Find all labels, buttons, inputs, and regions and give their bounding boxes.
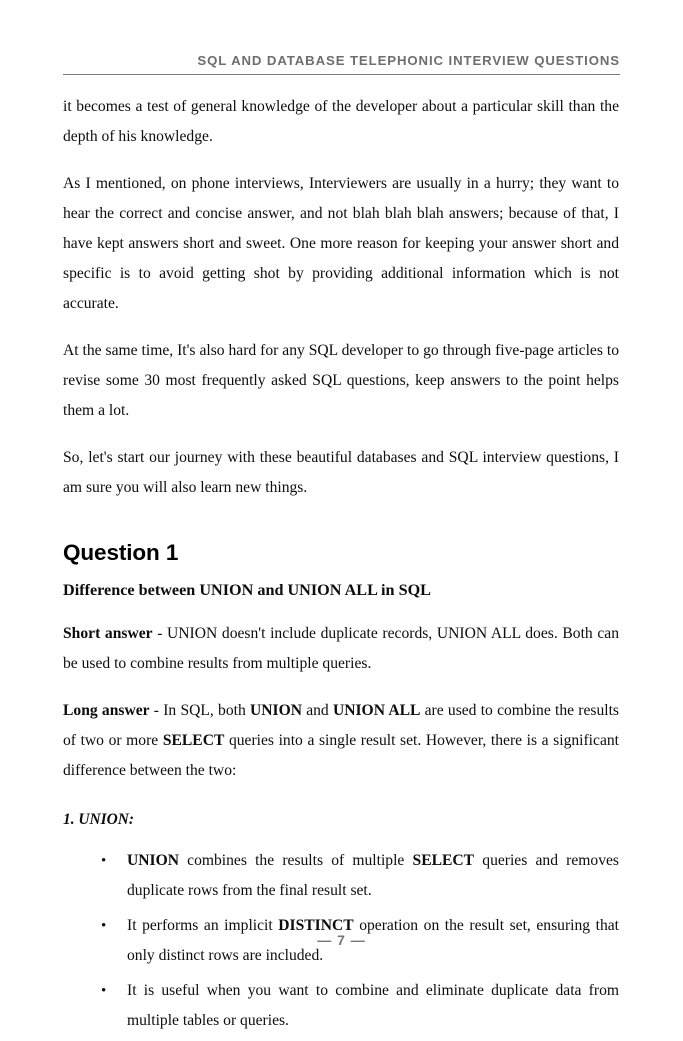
short-answer-label: Short answer [63, 625, 153, 642]
page-footer [0, 932, 683, 950]
long-answer-part-2: and [301, 702, 333, 719]
bullet-text-part-1: It performs an implicit [127, 917, 279, 934]
bullet-text-part-1: It is useful when you want to combine and eliminate duplicate data from multiple tables or queries. [127, 982, 619, 1029]
bullet-lead-keyword: UNION [127, 852, 179, 869]
bullet-icon: • [101, 918, 107, 934]
running-header-title: SQL AND DATABASE TELEPHONIC INTERVIEW QUESTIONS [197, 53, 620, 68]
header-divider-rule [63, 74, 620, 75]
bullet-text-part-2: queries and removes duplicate rows from the final result set. [127, 852, 619, 899]
bullet-text-part-1: combines the results of multiple [178, 852, 413, 869]
keyword-union-all: UNION ALL [332, 702, 421, 719]
keyword-select: SELECT [162, 732, 225, 749]
long-answer-part-3: are used to combine the results of two or more [63, 702, 619, 749]
bullet-icon: • [101, 853, 107, 869]
long-answer-part-1: In SQL, both [163, 702, 250, 719]
question-heading: Question 1 [63, 540, 179, 565]
running-header [63, 52, 620, 75]
bullet-text-part-2: operation on the result set, ensuring that only distinct rows are included. [127, 917, 619, 964]
short-answer-paragraph [63, 603, 619, 679]
page-number: — 7 — [317, 932, 366, 948]
bullet-keyword: DISTINCT [278, 917, 354, 934]
question-subtitle: Difference between UNION and UNION ALL in SQL [63, 581, 431, 599]
short-answer-text: UNION doesn't include duplicate records, UNION ALL does. Both can be used to combine results from multiple queries. [63, 625, 619, 672]
long-answer-part-4: queries into a single result set. However, there is a significant difference between the two: [63, 732, 619, 779]
long-answer-paragraph [63, 696, 619, 786]
section-title-union: 1. UNION: [63, 811, 134, 828]
bullet-keyword: SELECT [412, 852, 475, 869]
bullet-icon: • [101, 983, 107, 999]
list-item [63, 846, 619, 906]
long-answer-label: Long answer [63, 702, 150, 719]
paragraph-interview-hurry: As I mentioned, on phone interviews, Interviewers are usually in a hurry; they want to hear the correct and concise answer, and not blah blah blah answers; because of that, I have kept answers short and sweet. One more reason for keeping your answer short and specific is to avoid getting shot by providing additional information which is not accurate. [63, 175, 619, 312]
paragraph-start-journey: So, let's start our journey with these beautiful databases and SQL interview questions, I am sure you will also learn new things. [63, 449, 619, 496]
list-item [63, 976, 619, 1036]
paragraph-continuation: it becomes a test of general knowledge of the developer about a particular skill than the depth of his knowledge. [63, 98, 619, 145]
paragraph-five-page-articles: At the same time, It's also hard for any SQL developer to go through five-page articles to revise some 30 most frequently asked SQL questions, keep answers to the point helps them a lot. [63, 342, 619, 419]
long-answer-separator: - [149, 702, 164, 719]
page-content [63, 92, 619, 1041]
short-answer-separator: - [152, 625, 168, 642]
keyword-union: UNION [250, 702, 302, 719]
